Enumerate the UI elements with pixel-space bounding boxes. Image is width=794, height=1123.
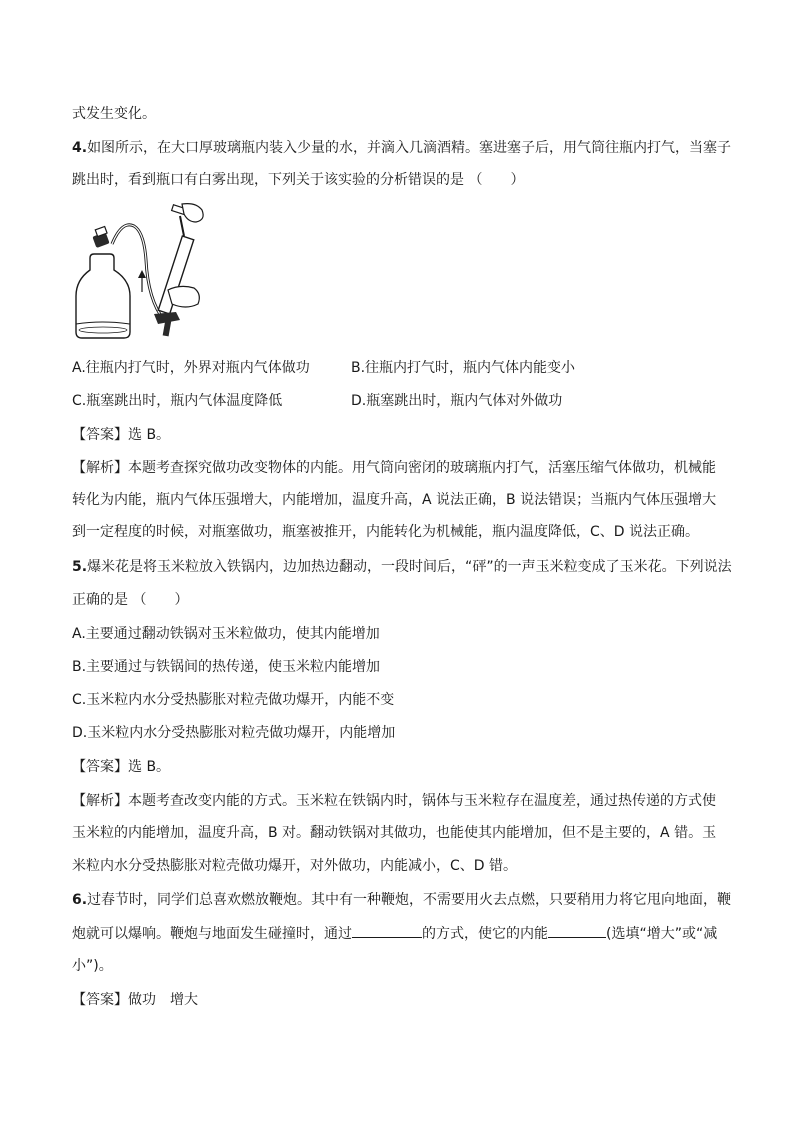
question-4-option-c: C.瓶塞跳出时，瓶内气体温度降低 [72, 393, 283, 409]
question-4-analysis-line3: 到一定程度的时候，对瓶塞做功，瓶塞被推开，内能转化为机械能，瓶内温度降低，C、D 说法正确。 [72, 524, 700, 540]
question-text: 的方式，使它的内能 [422, 926, 548, 942]
question-6-stem [72, 890, 732, 910]
question-4-analysis-line2: 转化为内能，瓶内气体压强增大，内能增加，温度升高，A 说法正确，B 说法错误；当瓶内气体压强增大 [72, 492, 717, 508]
question-6-stem-line3: 小”)。 [72, 958, 113, 974]
question-text: 如图所示，在大口厚玻璃瓶内装入少量的水，并滴入几滴酒精。塞进塞子后，用气筒往瓶内打气，当塞子 [87, 140, 732, 156]
question-5-option-a: A.主要通过翻动铁锅对玉米粒做功，使其内能增加 [72, 626, 380, 642]
question-5-answer: 【答案】选 B。 [72, 759, 171, 775]
question-number: 4. [72, 140, 88, 156]
question-6-answer: 【答案】做功 增大 [72, 992, 198, 1008]
question-4-stem-line2: 跳出时，看到瓶口有白雾出现，下列关于该实验的分析错误的是 （ ） [72, 172, 525, 188]
question-5-option-d: D.玉米粒内水分受热膨胀对粒壳做功爆开，内能增加 [72, 725, 396, 741]
question-4-option-d: D.瓶塞跳出时，瓶内气体对外做功 [351, 393, 563, 409]
question-5-option-c: C.玉米粒内水分受热膨胀对粒壳做功爆开，内能不变 [72, 692, 395, 708]
question-4-option-a: A.往瓶内打气时，外界对瓶内气体做功 [72, 360, 310, 376]
question-number: 6. [72, 892, 88, 908]
question-5-stem-line2: 正确的是 （ ） [72, 592, 189, 608]
question-text: 过春节时，同学们总喜欢燃放鞭炮。其中有一种鞭炮，不需要用火去点燃，只要稍用力将它甩向地面，鞭 [87, 892, 732, 908]
question-5-analysis-line3: 米粒内水分受热膨胀对粒壳做功爆开，对外做功，内能减小，C、D 错。 [72, 858, 518, 874]
question-text: 炮就可以爆响。鞭炮与地面发生碰撞时，通过 [72, 926, 352, 942]
question-5-analysis-line1: 【解析】本题考查改变内能的方式。玉米粒在铁锅内时，锅体与玉米粒存在温度差，通过热传递的方式使 [72, 793, 716, 809]
question-text: (选填“增大”或“减 [606, 926, 718, 942]
question-text: 爆米花是将玉米粒放入铁锅内，边加热边翻动，一段时间后，“砰”的一声玉米粒变成了玉米花。下列说法 [87, 559, 732, 575]
question-number: 5. [72, 559, 88, 575]
bottle-pump-experiment-icon [72, 200, 212, 348]
question-4-stem [72, 138, 732, 158]
question-5-stem [72, 557, 732, 577]
answer-blank[interactable] [548, 923, 606, 938]
question-6-stem-line2 [72, 923, 732, 944]
question-5-analysis-line2: 玉米粒的内能增加，温度升高，B 对。翻动铁锅对其做功，也能使其内能增加，但不是主要的，A 错。玉 [72, 825, 717, 841]
answer-blank[interactable] [352, 923, 422, 938]
question-4-analysis-line1: 【解析】本题考查探究做功改变物体的内能。用气筒向密闭的玻璃瓶内打气，活塞压缩气体做功，机械能 [72, 460, 716, 476]
question-4-option-b: B.往瓶内打气时，瓶内气体内能变小 [351, 360, 576, 376]
text-line: 式发生变化。 [72, 106, 156, 122]
question-5-option-b: B.主要通过与铁锅间的热传递，使玉米粒内能增加 [72, 659, 381, 675]
question-4-answer: 【答案】选 B。 [72, 427, 171, 443]
